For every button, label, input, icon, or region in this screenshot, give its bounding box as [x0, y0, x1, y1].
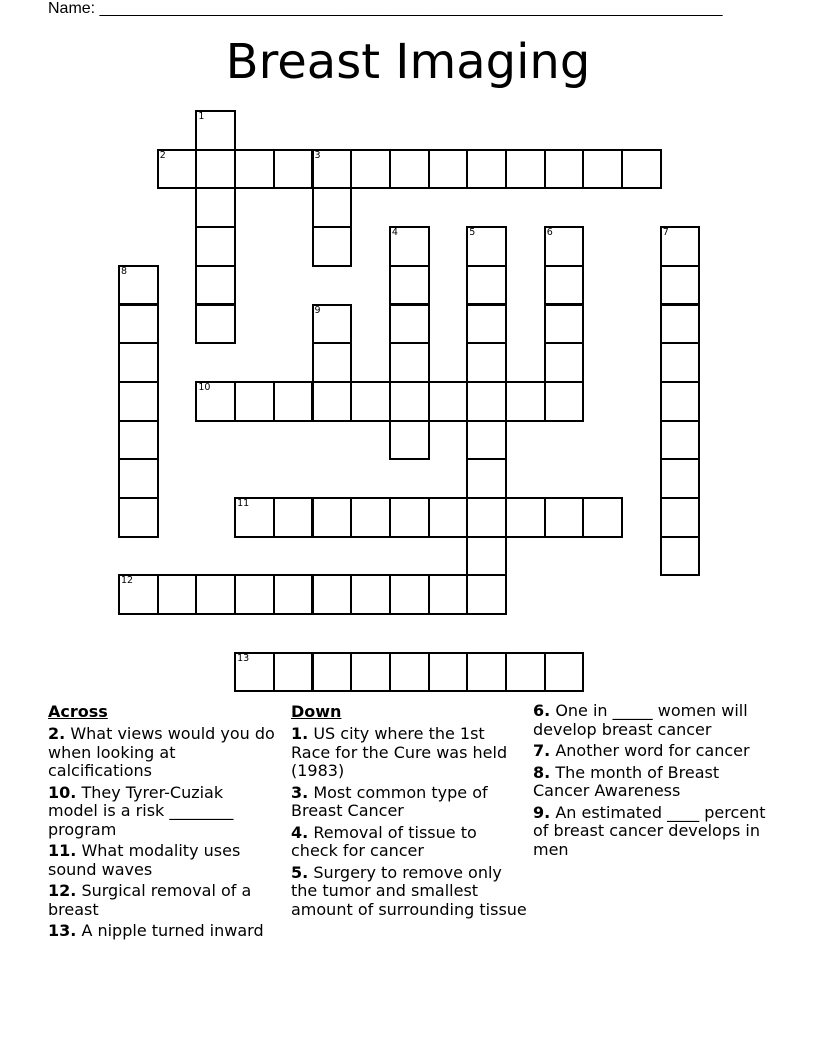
- name-field-label: Name: ______________________________________________________________________: [48, 0, 723, 17]
- clue-number: 5: [469, 227, 476, 239]
- clue-item-text: One in _____ women will develop breast cancer: [533, 701, 748, 739]
- crossword-cell[interactable]: [466, 149, 507, 190]
- clue-number: 12: [121, 575, 134, 587]
- crossword-cell[interactable]: [350, 497, 391, 538]
- clue-number: 1: [198, 111, 205, 122]
- crossword-cell[interactable]: [466, 574, 507, 615]
- crossword-cell[interactable]: [621, 149, 662, 190]
- crossword-cell[interactable]: [428, 652, 469, 693]
- crossword-cell[interactable]: [350, 381, 391, 422]
- clue-item-number: 11.: [48, 841, 77, 860]
- crossword-cell[interactable]: [312, 226, 353, 267]
- clue-item-text: What modality uses sound waves: [48, 841, 241, 879]
- crossword-cell[interactable]: [660, 536, 701, 577]
- clue-number: 13: [237, 652, 250, 664]
- crossword-cell[interactable]: [350, 652, 391, 693]
- down-clues-column: [291, 702, 527, 922]
- clue-item-text: What views would you do when looking at calcifications: [48, 724, 275, 780]
- crossword-cell[interactable]: [466, 652, 507, 693]
- crossword-cell[interactable]: [234, 381, 275, 422]
- clue-item-text: A nipple turned inward: [81, 921, 264, 940]
- clue-item: [533, 742, 773, 761]
- clue-number: 7: [662, 227, 669, 239]
- crossword-cell[interactable]: [466, 265, 507, 306]
- crossword-cell[interactable]: [428, 381, 469, 422]
- crossword-cell[interactable]: [195, 265, 236, 306]
- clue-item-number: 1.: [291, 724, 309, 743]
- crossword-cell[interactable]: [312, 497, 353, 538]
- crossword-cell[interactable]: [428, 574, 469, 615]
- crossword-cell[interactable]: [505, 497, 546, 538]
- crossword-cell[interactable]: [582, 497, 623, 538]
- crossword-cell[interactable]: [312, 652, 353, 693]
- crossword-cell[interactable]: [544, 497, 585, 538]
- clue-item-number: 9.: [533, 802, 551, 822]
- clue-item-number: 3.: [291, 782, 309, 802]
- clue-item: [48, 882, 278, 919]
- crossword-cell[interactable]: [389, 497, 430, 538]
- clue-item: [291, 824, 527, 861]
- clue-item-text: Removal of tissue to check for cancer: [291, 822, 477, 860]
- crossword-cell[interactable]: [660, 497, 701, 538]
- crossword-cell[interactable]: [428, 497, 469, 538]
- clue-item-text: US city where the 1st Race for the Cure was held (1983): [291, 724, 508, 780]
- crossword-cell[interactable]: [660, 381, 701, 422]
- crossword-cell[interactable]: [350, 574, 391, 615]
- clue-item-text: Surgical removal of a breast: [48, 881, 252, 919]
- clue-number: 10: [198, 381, 211, 393]
- clue-item-text: They Tyrer-Cuziak model is a risk ________ program: [48, 782, 234, 839]
- crossword-cell[interactable]: [544, 342, 585, 383]
- clue-item-number: 4.: [291, 822, 309, 842]
- crossword-cell[interactable]: [312, 304, 353, 345]
- crossword-cell[interactable]: [389, 652, 430, 693]
- crossword-cell[interactable]: [312, 149, 353, 190]
- down-heading: Down: [291, 702, 342, 721]
- crossword-cell[interactable]: [544, 304, 585, 345]
- crossword-cell[interactable]: [466, 304, 507, 345]
- crossword-cell[interactable]: [660, 304, 701, 345]
- clue-item: [48, 842, 278, 879]
- clue-item-text: The month of Breast Cancer Awareness: [533, 762, 720, 800]
- crossword-cell[interactable]: [389, 149, 430, 190]
- crossword-cell[interactable]: [505, 381, 546, 422]
- clue-item: [291, 864, 527, 920]
- crossword-cell[interactable]: [195, 381, 236, 422]
- crossword-cell[interactable]: [505, 652, 546, 693]
- crossword-cell[interactable]: [544, 226, 585, 267]
- clue-number: 9: [314, 304, 321, 316]
- clue-item: [533, 764, 773, 801]
- across-clues-column: [48, 702, 278, 944]
- clue-number: 2: [159, 149, 166, 161]
- crossword-cell[interactable]: [582, 149, 623, 190]
- clue-item-text: Most common type of Breast Cancer: [291, 782, 488, 820]
- crossword-cell[interactable]: [273, 652, 314, 693]
- clue-item-number: 8.: [533, 762, 551, 782]
- clue-item: [48, 922, 278, 941]
- clue-number: 3: [314, 149, 321, 161]
- clue-number: 8: [121, 265, 128, 277]
- crossword-cell[interactable]: [466, 342, 507, 383]
- clue-item: [291, 725, 527, 781]
- clue-number: 6: [546, 227, 553, 239]
- crossword-cell[interactable]: [428, 149, 469, 190]
- crossword-cell[interactable]: [389, 420, 430, 461]
- crossword-cell[interactable]: [544, 381, 585, 422]
- crossword-cell[interactable]: [389, 574, 430, 615]
- clue-number: 11: [237, 498, 250, 509]
- crossword-cell[interactable]: [389, 304, 430, 345]
- crossword-cell[interactable]: [660, 420, 701, 461]
- crossword-cell[interactable]: [273, 149, 314, 190]
- crossword-cell[interactable]: [195, 574, 236, 615]
- crossword-cell[interactable]: [389, 381, 430, 422]
- clue-item-number: 12.: [48, 881, 77, 900]
- crossword-cell[interactable]: [389, 265, 430, 306]
- crossword-cell[interactable]: [544, 652, 585, 693]
- crossword-cell[interactable]: [312, 381, 353, 422]
- crossword-cell[interactable]: [312, 187, 353, 228]
- crossword-cell[interactable]: [118, 497, 159, 538]
- clue-item: [291, 784, 527, 821]
- crossword-cell[interactable]: [273, 497, 314, 538]
- crossword-cell[interactable]: [157, 149, 198, 190]
- crossword-cell[interactable]: [544, 149, 585, 190]
- crossword-cell[interactable]: [466, 497, 507, 538]
- crossword-cell[interactable]: [273, 574, 314, 615]
- crossword-cell[interactable]: [350, 149, 391, 190]
- crossword-cell[interactable]: [195, 226, 236, 267]
- clue-item-number: 6.: [533, 701, 551, 720]
- crossword-cell[interactable]: [389, 342, 430, 383]
- down-clues-column-continued: [533, 702, 773, 862]
- crossword-cell[interactable]: [234, 497, 275, 538]
- crossword-cell[interactable]: [195, 304, 236, 345]
- crossword-cell[interactable]: [195, 149, 236, 190]
- clue-item-number: 7.: [533, 741, 551, 760]
- crossword-cell[interactable]: [660, 265, 701, 306]
- crossword-cell[interactable]: [118, 342, 159, 383]
- clue-item-text: Another word for cancer: [555, 741, 750, 760]
- crossword-cell[interactable]: [195, 187, 236, 228]
- crossword-cell[interactable]: [466, 226, 507, 267]
- crossword-cell[interactable]: [234, 149, 275, 190]
- crossword-cell[interactable]: [157, 574, 198, 615]
- clue-item: [48, 784, 278, 840]
- crossword-cell[interactable]: [505, 149, 546, 190]
- clue-item: [533, 702, 773, 739]
- crossword-cell[interactable]: [312, 574, 353, 615]
- crossword-cell[interactable]: [118, 381, 159, 422]
- crossword-cell[interactable]: [234, 652, 275, 693]
- clue-item: [533, 804, 773, 860]
- crossword-cell[interactable]: [466, 381, 507, 422]
- clue-item: [48, 725, 278, 781]
- crossword-cell[interactable]: [118, 265, 159, 306]
- crossword-cell[interactable]: [118, 458, 159, 499]
- clue-item-text: Surgery to remove only the tumor and smallest amount of surrounding tissue: [291, 862, 527, 919]
- crossword-cell[interactable]: [118, 304, 159, 345]
- crossword-cell[interactable]: [466, 420, 507, 461]
- crossword-cell[interactable]: [195, 110, 236, 151]
- clue-item-number: 5.: [291, 862, 309, 882]
- across-heading: Across: [48, 702, 108, 721]
- clue-item-text: An estimated ____ percent of breast cancer develops in men: [533, 802, 766, 859]
- crossword-cell[interactable]: [466, 458, 507, 499]
- puzzle-title: Breast Imaging: [225, 34, 591, 90]
- crossword-cell[interactable]: [273, 381, 314, 422]
- crossword-cell[interactable]: [234, 574, 275, 615]
- crossword-cell[interactable]: [660, 458, 701, 499]
- crossword-cell[interactable]: [544, 265, 585, 306]
- crossword-cell[interactable]: [312, 342, 353, 383]
- clue-number: 4: [391, 227, 398, 239]
- crossword-cell[interactable]: [660, 342, 701, 383]
- crossword-cell[interactable]: [389, 226, 430, 267]
- crossword-cell[interactable]: [660, 226, 701, 267]
- clue-item-number: 2.: [48, 724, 66, 743]
- crossword-cell[interactable]: [466, 536, 507, 577]
- clue-item-number: 10.: [48, 782, 77, 802]
- clue-item-number: 13.: [48, 921, 77, 940]
- crossword-cell[interactable]: [118, 420, 159, 461]
- crossword-cell[interactable]: [118, 574, 159, 615]
